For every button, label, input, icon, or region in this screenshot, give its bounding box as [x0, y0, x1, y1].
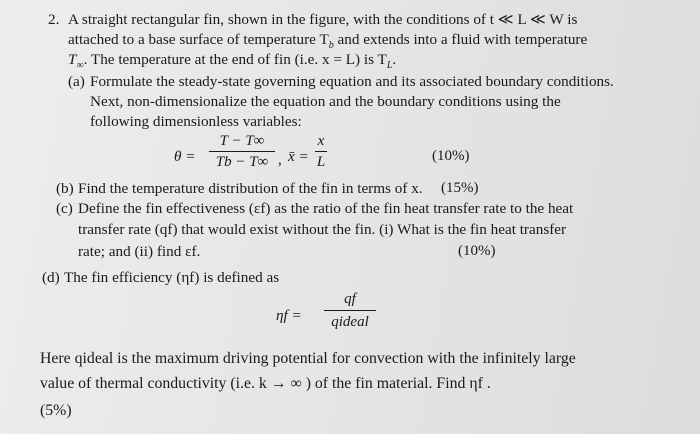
eta-lhs: ηf =	[276, 307, 302, 324]
part-b-text: Find the temperature distribution of the fin in terms of x.	[78, 180, 423, 197]
theta-denominator: Tb − T∞	[215, 154, 269, 170]
part-d-para-line-1: Here qideal is the maximum driving potential for convection with the infinitely large	[40, 350, 576, 367]
problem-intro-line-3: $T_\infty$. The temperature at the end of fin (i.e. x = L) is $T_L$.	[68, 51, 397, 72]
theta-numerator: T − T∞	[219, 133, 265, 149]
problem-intro-line-2: attached to a base surface of temperature $T_b$ and extends into a fluid with temperature	[68, 31, 588, 52]
part-a-line-1: Formulate the steady-state governing equation and its associated boundary conditions.	[90, 73, 614, 90]
part-d-label: (d)	[42, 269, 60, 286]
xbar-lhs: x̄ =	[288, 148, 309, 165]
theta-fraction-bar	[209, 151, 275, 152]
part-c-label: (c)	[56, 200, 73, 217]
part-d-line-1: The fin efficiency (ηf) is defined as	[64, 269, 280, 286]
part-a-line-2: Next, non-dimensionalize the equation and the boundary conditions using the	[90, 93, 561, 110]
part-a-label: (a)	[68, 73, 85, 90]
part-d-points: (5%)	[40, 402, 72, 419]
eta-numerator: qf	[344, 291, 356, 307]
xbar-fraction	[314, 133, 328, 171]
part-c-line-2: transfer rate (qf) that would exist without the fin. (i) What is the fin heat transfer	[78, 221, 567, 238]
xbar-denominator: L	[316, 154, 326, 170]
part-b-label: (b)	[56, 180, 74, 197]
part-c-line-3: rate; and (ii) find εf.	[78, 243, 201, 260]
eta-denominator: qideal	[331, 314, 369, 330]
eta-fraction	[322, 291, 378, 331]
theta-fraction	[207, 133, 277, 171]
part-c-points: (10%)	[458, 243, 496, 259]
xbar-numerator: x	[317, 133, 325, 149]
part-b-points: (15%)	[441, 180, 479, 196]
part-c-line-1: Define the fin effectiveness (εf) as the ratio of the fin heat transfer rate to the heat	[78, 200, 574, 217]
part-a-points: (10%)	[432, 148, 470, 164]
problem-intro-line-1: A straight rectangular fin, shown in the figure, with the conditions of t ≪ L ≪ W is	[68, 11, 578, 28]
xbar-fraction-bar	[315, 151, 327, 152]
part-d-para-line-2: value of thermal conductivity (i.e. k → ∞ ) of the fin material. Find ηf .	[40, 375, 491, 392]
problem-number: 2.	[48, 11, 60, 28]
eta-fraction-bar	[324, 310, 376, 311]
theta-comma: ,	[278, 151, 282, 168]
theta-lhs: θ =	[174, 148, 196, 165]
part-a-line-3: following dimensionless variables:	[90, 113, 302, 130]
